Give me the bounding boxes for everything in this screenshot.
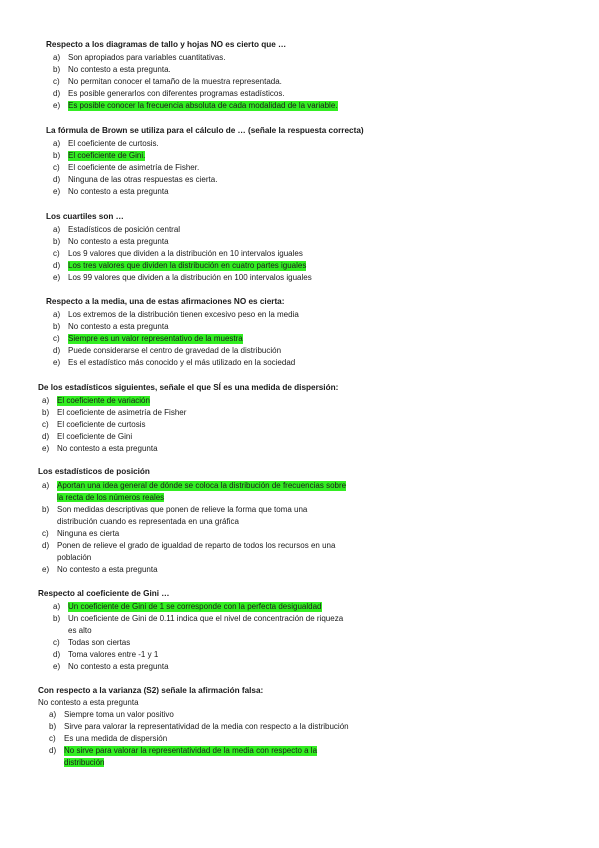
answer-highlight: Los tres valores que dividen la distribución en cuatro partes iguales [68,261,307,270]
question-title: Con respecto a la varianza (S2) señale la afirmación falsa: [38,686,264,695]
answer-highlight: El coeficiente de variación [57,396,150,405]
question-title: De los estadísticos siguientes, señale el que SÍ es una medida de dispersión: [38,383,339,392]
option-b-continued: es alto [68,626,92,635]
option-d-continued [64,758,104,768]
option-d-continued: población [57,553,92,562]
answer-highlight: la recta de los números reales [57,493,165,502]
question-title: Los cuartiles son … [46,212,124,221]
option-a-continued [57,493,164,503]
preface-text: No contesto a esta pregunta [38,698,139,707]
question-title: Respecto al coeficiente de Gini … [38,589,170,598]
option-b-continued: distribución cuando es representada en una gráfica [57,517,239,526]
answer-highlight: No sirve para valorar la representatividad de la media con respecto a la [64,746,318,755]
question-title: Los estadísticos de posición [38,467,150,476]
answer-highlight: Es posible conocer la frecuencia absoluta de cada modalidad de la variable. [68,101,338,110]
question-title: La fórmula de Brown se utiliza para el cálculo de … (señale la respuesta correcta) [46,126,364,135]
answer-highlight: distribución [64,758,105,767]
question-title: Respecto a los diagramas de tallo y hojas NO es cierto que … [46,40,287,49]
answer-highlight: Aportan una idea general de dónde se coloca la distribución de frecuencias sobre [57,481,347,490]
question-title: Respecto a la media, una de estas afirmaciones NO es cierta: [46,297,285,306]
answer-highlight: Siempre es un valor representativo de la muestra [68,334,243,343]
answer-highlight: El coeficiente de Gini. [68,151,146,160]
answer-highlight: Un coeficiente de Gini de 1 se corresponde con la perfecta desigualdad [68,602,322,611]
